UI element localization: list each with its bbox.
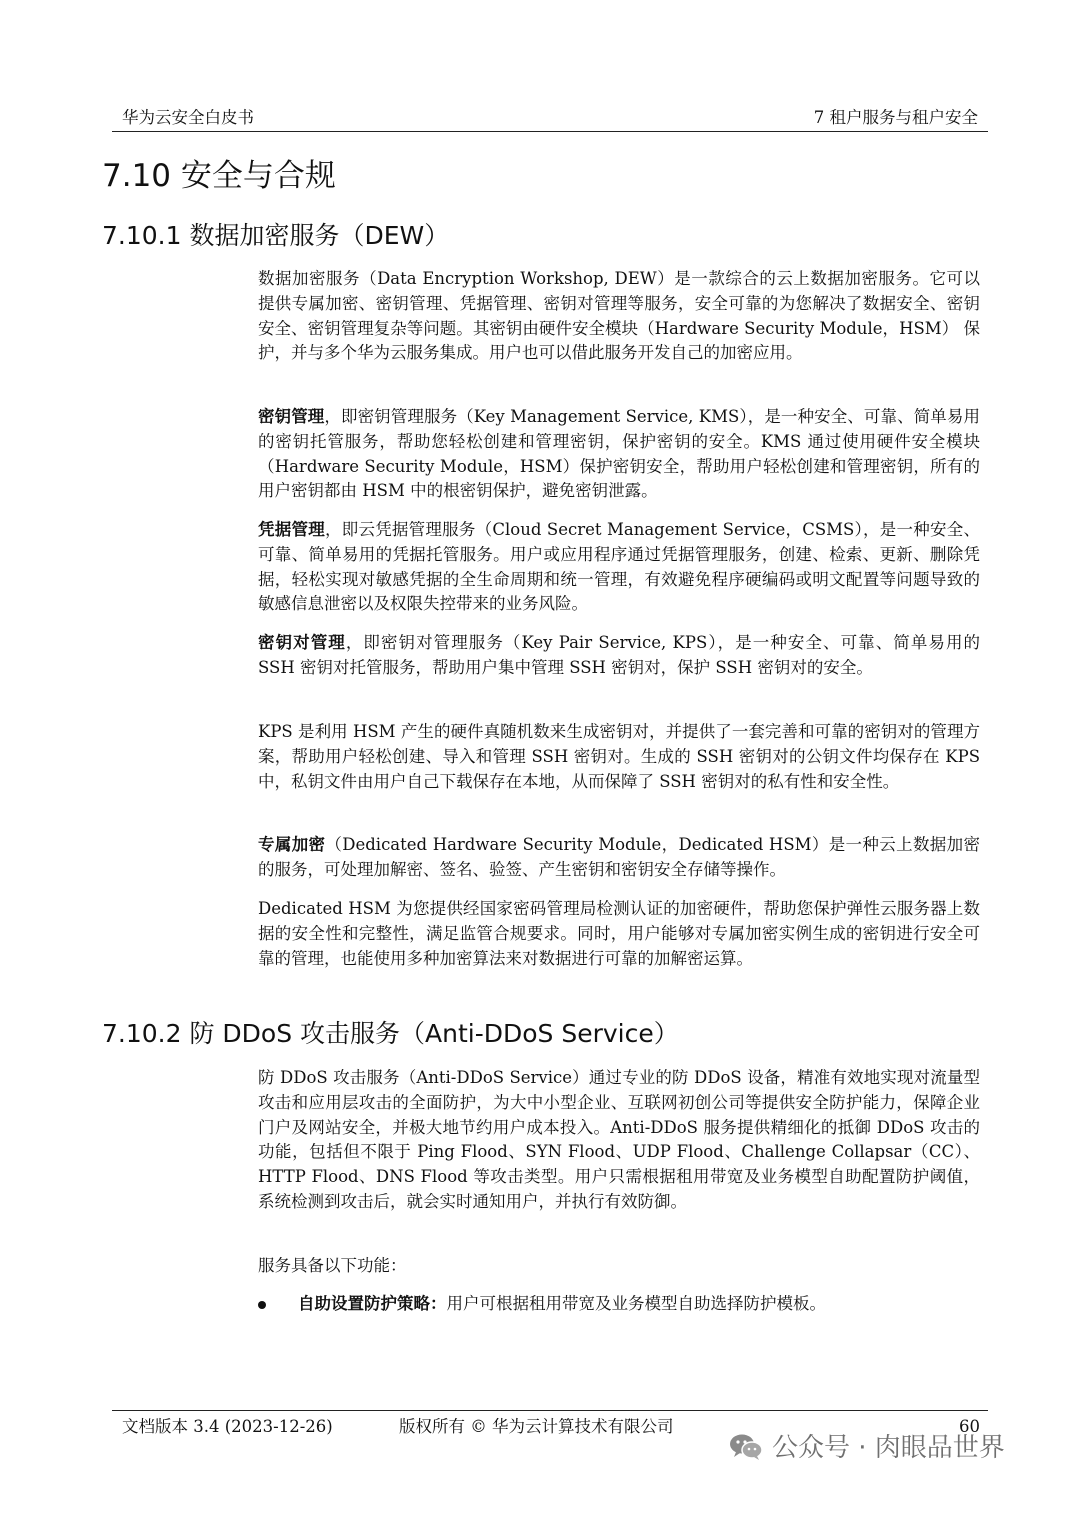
watermark-text: 公众号 · 肉眼品世界	[772, 1433, 1005, 1463]
page-header	[112, 104, 988, 132]
dew-heading: 7.10.1 数据加密服务（DEW）	[102, 221, 450, 250]
dhsm-term: 专属加密	[258, 835, 326, 854]
footer-page-number: 60	[959, 1417, 980, 1436]
ddos-intro-paragraph: 防 DDoS 攻击服务（Anti-DDoS Service）通过专业的防 DDoS 设备，精准有效地实现对流量型攻击和应用层攻击的全面防护，为大中小型企业、互联网初创公司等提供安全防护能力，保障企业门户及网站安全，并极大地节约用户成本投入。Anti-DDoS 服务提供精细化的抵御 DDoS 攻击的功能，包括但不限于 Ping Flood、SYN Flood、UDP Flood、Challenge Collapsar（CC）、HTTP Flood、DNS Flood 等攻击类型。用户只需根据租用带宽及业务模型自助配置防护阈值，系统检测到攻击后，就会实时通知用户，并执行有效防御。	[258, 1068, 980, 1211]
header-chapter-title: 7 租户服务与租户安全	[813, 108, 978, 127]
feature-bullet-term: 自助设置防护策略：	[298, 1294, 447, 1313]
header-doc-title: 华为云安全白皮书	[122, 108, 254, 127]
feature-bullet-desc: 用户可根据租用带宽及业务模型自助选择防护模板。	[446, 1294, 826, 1313]
kps-paragraph	[258, 631, 980, 681]
dhsm-detail-paragraph: Dedicated HSM 为您提供经国家密码管理局检测认证的加密硬件，帮助您保护弹性云服务器上数据的安全性和完整性，满足监管合规要求。同时，用户能够对专属加密实例生成的密钥进行安全可靠的管理，也能使用多种加密算法来对数据进行可靠的加解密运算。	[258, 899, 980, 968]
kps-detail-paragraph: KPS 是利用 HSM 产生的硬件真随机数来生成密钥对，并提供了一套完善和可靠的密钥对的管理方案，帮助用户轻松创建、导入和管理 SSH 密钥对。生成的 SSH 密钥对的公钥文件均保存在 KPS 中，私钥文件由用户自己下载保存在本地，从而保障了 SSH 密钥对的私有性和安全性。	[258, 722, 980, 791]
kms-paragraph	[258, 405, 980, 504]
ddos-heading: 7.10.2 防 DDoS 攻击服务（Anti-DDoS Service）	[102, 1019, 679, 1048]
dew-intro-paragraph: 数据加密服务（Data Encryption Workshop, DEW）是一款综合的云上数据加密服务。它可以提供专属加密、密钥管理、凭据管理、密钥对管理等服务，安全可靠的为您解决了数据安全、密钥安全、密钥管理复杂等问题。其密钥由硬件安全模块（Hardware Security Module，HSM） 保护，并与多个华为云服务集成。用户也可以借此服务开发自己的加密应用。	[258, 269, 980, 363]
csms-text: ，即云凭据管理服务（Cloud Secret Management Service，CSMS），是一种安全、可靠、简单易用的凭据托管服务。用户或应用程序通过凭据管理服务，创建、检索、更新、删除凭据，轻松实现对敏感凭据的全生命周期和统一管理，有效避免程序硬编码或明文配置等问题导致的敏感信息泄密以及权限失控带来的业务风险。	[258, 520, 980, 614]
features-intro: 服务具备以下功能：	[258, 1256, 407, 1275]
csms-paragraph	[258, 518, 980, 617]
footer-copyright: 版权所有 © 华为云计算技术有限公司	[399, 1417, 674, 1436]
dhsm-text: （Dedicated Hardware Security Module，Dedicated HSM）是一种云上数据加密的服务，可处理加解密、签名、验签、产生密钥和密钥安全存储等操作。	[258, 835, 980, 879]
kms-text: ，即密钥管理服务（Key Management Service, KMS），是一种安全、可靠、简单易用的密钥托管服务，帮助您轻松创建和管理密钥，保护密钥的安全。KMS 通过使用硬件安全模块（Hardware Security Module，HSM）保护密钥安全，帮助用户轻松创建和管理密钥，所有的用户密钥都由 HSM 中的根密钥保护，避免密钥泄露。	[258, 407, 980, 501]
kps-term: 密钥对管理	[258, 633, 346, 652]
section-title: 7.10 安全与合规	[102, 158, 336, 194]
bullet-dot-icon	[258, 1301, 266, 1309]
wechat-icon	[728, 1432, 764, 1462]
kps-text: ，即密钥对管理服务（Key Pair Service, KPS），是一种安全、可靠、简单易用的 SSH 密钥对托管服务，帮助用户集中管理 SSH 密钥对，保护 SSH 密钥对的安全。	[258, 633, 981, 677]
kms-term: 密钥管理	[258, 407, 325, 426]
feature-bullet-text	[298, 1292, 826, 1317]
csms-term: 凭据管理	[258, 520, 325, 539]
footer-version: 文档版本 3.4 (2023-12-26)	[122, 1417, 333, 1436]
dhsm-paragraph	[258, 833, 980, 883]
